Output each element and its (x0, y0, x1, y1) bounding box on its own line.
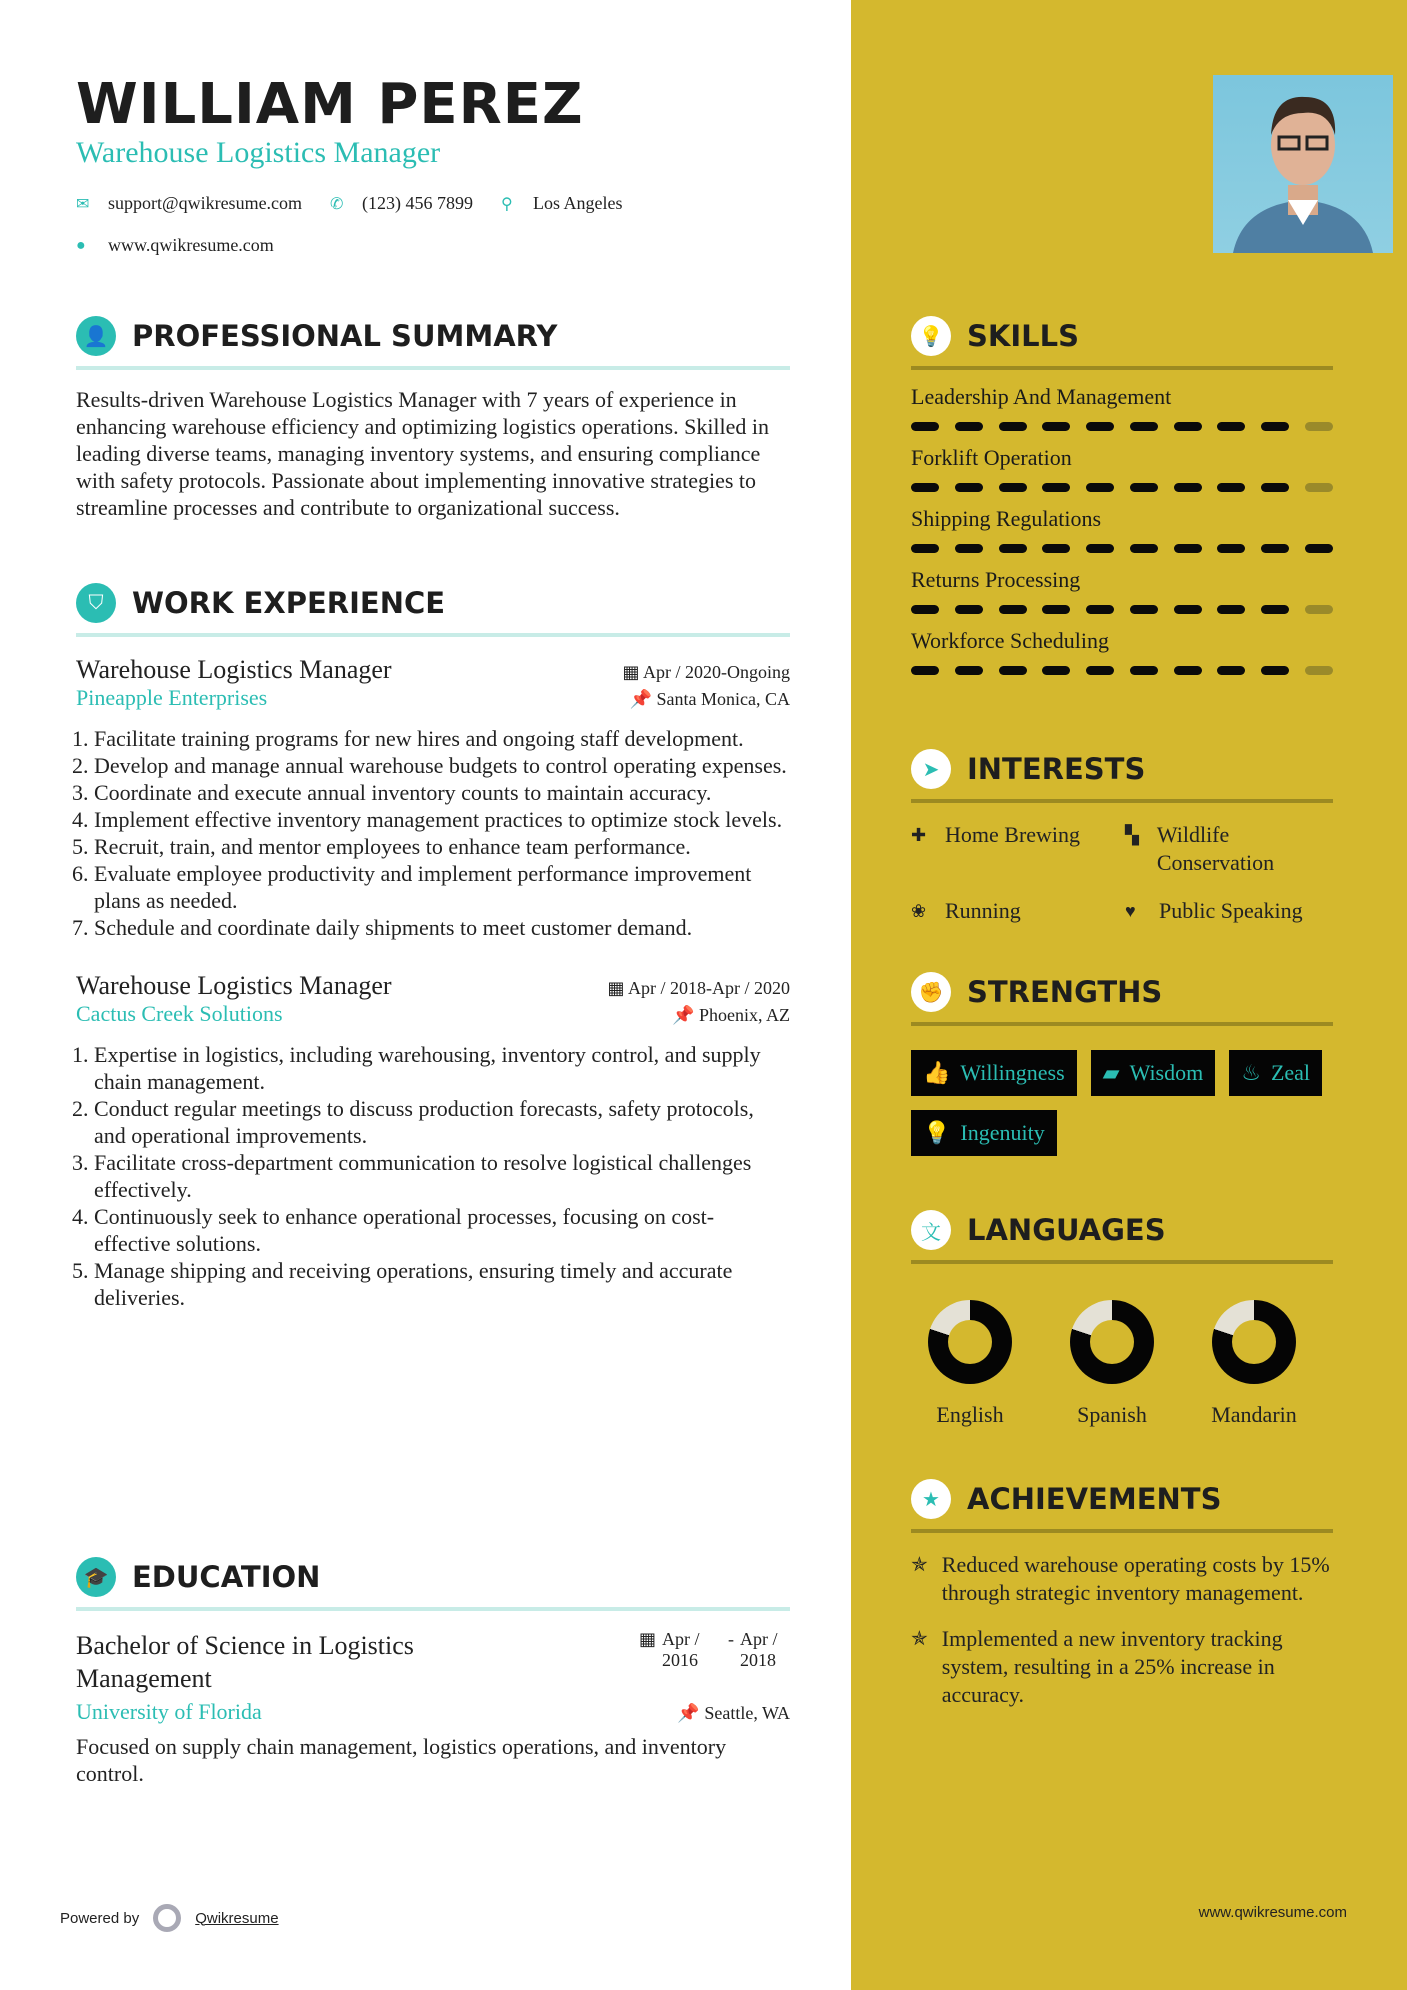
edu-location: Seattle, WA (704, 1703, 790, 1723)
job-header-row (76, 971, 790, 1001)
strength-label: Wisdom (1129, 1060, 1204, 1085)
section-title: ACHIEVEMENTS (967, 1482, 1222, 1516)
job-header-row (76, 655, 790, 685)
skill-level-dash (1305, 483, 1333, 492)
interest-label: Wildlife Conservation (1156, 822, 1275, 875)
job-company-row (76, 685, 790, 711)
company-name: Cactus Creek Solutions (76, 1001, 283, 1026)
skill-level-dash (1305, 544, 1333, 553)
skill-level-dash (1174, 605, 1202, 614)
section-title: PROFESSIONAL SUMMARY (132, 319, 558, 353)
skill-level-dash (955, 605, 983, 614)
skill-level-dash (1086, 422, 1114, 431)
section-title: WORK EXPERIENCE (132, 586, 446, 620)
achievement-item (911, 1551, 1333, 1607)
pin-icon: 📌 (629, 689, 657, 709)
job-entry (76, 971, 790, 1311)
section-title: SKILLS (967, 319, 1079, 353)
edu-end: Apr / 2018 (740, 1629, 778, 1670)
duty-item: 1. Expertise in logistics, including warehousing, inventory control, and supply chain management. (94, 1041, 790, 1095)
language-item (1209, 1300, 1299, 1428)
skill-level-dash (999, 605, 1027, 614)
skill-label: Workforce Scheduling (911, 628, 1109, 653)
calendar-icon: ▦ (622, 662, 643, 682)
job-location: Phoenix, AZ (698, 1005, 790, 1025)
interest-item (911, 821, 1125, 877)
languages-section (911, 1210, 1333, 1428)
skill-level-dash (1042, 483, 1070, 492)
location: Los Angeles (533, 193, 623, 213)
achievement-item (911, 1625, 1333, 1709)
phone-icon: ✆ (330, 195, 344, 213)
chair-icon: ⛉ (76, 583, 116, 623)
duty-item: 3. Coordinate and execute annual inventory counts to maintain accuracy. (94, 779, 790, 806)
language-label: English (936, 1402, 1004, 1427)
strength-label: Ingenuity (960, 1120, 1045, 1145)
fire-icon: ♨ (1241, 1060, 1261, 1085)
skill-level-dash (1305, 605, 1333, 614)
graduate-icon: 🎓 (76, 1557, 116, 1597)
skill-level-dash (1174, 666, 1202, 675)
skill-item (911, 567, 1333, 614)
interest-label: Running (945, 898, 1021, 923)
skill-level-dash (1174, 544, 1202, 553)
duty-item: 3. Facilitate cross-department communication to resolve logistical challenges effectively. (94, 1149, 790, 1203)
strength-label: Zeal (1270, 1060, 1311, 1085)
language-proficiency-donut (1070, 1300, 1154, 1384)
duty-item: 4. Continuously seek to enhance operational processes, focusing on cost-effective solutions. (94, 1203, 790, 1257)
skill-level-dash (1086, 544, 1114, 553)
job-location-wrap (630, 689, 790, 710)
skill-level-dash (1042, 422, 1070, 431)
language-label: Spanish (1077, 1402, 1147, 1427)
job-title: Warehouse Logistics Manager (76, 971, 392, 1000)
skill-level-dash (999, 422, 1027, 431)
language-label: Mandarin (1211, 1402, 1297, 1427)
strength-label: Willingness (960, 1060, 1065, 1085)
skill-level-dash (911, 666, 939, 675)
summary-section (76, 316, 790, 521)
skill-level-dash (1130, 422, 1158, 431)
contact-row (76, 193, 641, 214)
skill-level-dash (1217, 422, 1245, 431)
duty-item: 2. Develop and manage annual warehouse budgets to control operating expenses. (94, 752, 790, 779)
skill-level-dash (955, 666, 983, 675)
skill-item (911, 628, 1333, 675)
duty-item: 1. Facilitate training programs for new hires and ongoing staff development. (94, 725, 790, 752)
skill-level-dash (1217, 605, 1245, 614)
job-duties (76, 725, 790, 941)
trophy-star-icon: ✯ (911, 1554, 928, 1576)
interest-item (1125, 897, 1333, 925)
interest-label: Public Speaking (1159, 898, 1303, 923)
strengths-section (911, 972, 1333, 1156)
language-item (1067, 1300, 1157, 1428)
heartbeat-icon: ♥ (1125, 901, 1136, 921)
skill-level-dash (999, 483, 1027, 492)
experience-section (76, 583, 790, 1311)
skill-level-dash (1042, 666, 1070, 675)
footer-website: www.qwikresume.com (1198, 1904, 1347, 1921)
skill-level-dash (911, 422, 939, 431)
education-section: 🎓 EDUCATION Bachelor of Science in Logistics Management ▦ Apr / 2016 - Apr / 2018 University of Florida 📌 Seattle, WA Focused on supply chain management, logistics operations, and inventory control. (76, 1557, 790, 1787)
skill-level-dash (1217, 666, 1245, 675)
skill-level-dash (1305, 422, 1333, 431)
edu-start: Apr / 2016 (662, 1629, 700, 1670)
website[interactable]: www.qwikresume.com (108, 235, 274, 255)
achievements-section (911, 1479, 1333, 1709)
skills-section (911, 316, 1333, 675)
strength-badge (911, 1050, 1077, 1096)
duty-item: 6. Evaluate employee productivity and implement performance improvement plans as needed. (94, 860, 790, 914)
edu-text: Focused on supply chain management, logistics operations, and inventory control. (76, 1734, 727, 1786)
strength-badge (1229, 1050, 1322, 1096)
skill-level-dash (1130, 483, 1158, 492)
achievement-text: Reduced warehouse operating costs by 15% through strategic inventory management. (941, 1552, 1330, 1605)
skill-level-bar (911, 605, 1333, 614)
duty-item: 4. Implement effective inventory management practices to optimize stock levels. (94, 806, 790, 833)
degree: Bachelor of Science in Logistics Management (76, 1631, 414, 1693)
phone: (123) 456 7899 (362, 193, 474, 213)
interest-label: Home Brewing (945, 822, 1081, 847)
lightbulb-icon: 💡 (923, 1120, 951, 1145)
user-icon: 👤 (76, 316, 116, 356)
skill-label: Forklift Operation (911, 445, 1072, 470)
candidate-title: Warehouse Logistics Manager (76, 136, 441, 169)
brand-link[interactable]: Qwikresume (195, 1909, 279, 1927)
skill-level-dash (1042, 544, 1070, 553)
powered-label: Powered by (60, 1909, 140, 1927)
section-title: LANGUAGES (967, 1213, 1166, 1247)
job-duties (76, 1041, 790, 1311)
skill-level-dash (1042, 605, 1070, 614)
skill-level-dash (1174, 422, 1202, 431)
skill-level-dash (1086, 605, 1114, 614)
skill-level-dash (1261, 544, 1289, 553)
skill-level-dash (911, 483, 939, 492)
skill-level-dash (1130, 605, 1158, 614)
section-title: EDUCATION (132, 1560, 321, 1594)
candidate-name: WILLIAM PEREZ (76, 72, 584, 137)
interest-item (911, 897, 1125, 925)
website-row (76, 235, 292, 256)
company-name: Pineapple Enterprises (76, 685, 268, 710)
skill-level-dash (1086, 483, 1114, 492)
skill-level-dash (1174, 483, 1202, 492)
job-company-row (76, 1001, 790, 1027)
puzzle-icon: ✚ (911, 825, 927, 845)
job-dates-wrap (608, 978, 791, 999)
skill-level-dash (1261, 666, 1289, 675)
job-location-wrap (672, 1005, 790, 1026)
skill-label: Shipping Regulations (911, 506, 1102, 531)
skill-level-dash (911, 605, 939, 614)
qwikresume-logo-icon (153, 1904, 181, 1932)
job-dates: Apr / 2020-Ongoing (643, 662, 790, 682)
paper-plane-icon: ➤ (911, 749, 951, 789)
skill-level-dash (999, 544, 1027, 553)
lightbulb-icon: 💡 (911, 316, 951, 356)
calendar-icon: ▦ (607, 978, 629, 998)
skill-level-dash (1217, 544, 1245, 553)
language-proficiency-donut (1212, 1300, 1296, 1384)
skill-label: Returns Processing (911, 567, 1081, 592)
skill-level-dash (955, 483, 983, 492)
duty-item: 5. Manage shipping and receiving operations, ensuring timely and accurate deliveries. (94, 1257, 790, 1311)
email[interactable]: support@qwikresume.com (108, 193, 303, 213)
skill-level-bar (911, 422, 1333, 431)
summary-text: Results-driven Warehouse Logistics Manager with 7 years of experience in enhancing warehouse efficiency and optimizing logistics operations. Skilled in leading diverse teams, managing inventory systems, and ensuring compliance with safety protocols. Passionate about implementing innovative strategies to streamline processes and contribute to organizational success. (76, 387, 770, 520)
skill-level-dash (955, 422, 983, 431)
skill-level-dash (1261, 422, 1289, 431)
strength-badge (1091, 1050, 1216, 1096)
skill-level-dash (911, 544, 939, 553)
star-icon: ★ (911, 1479, 951, 1519)
section-title: STRENGTHS (967, 975, 1163, 1009)
skill-level-dash (1086, 666, 1114, 675)
language-item (925, 1300, 1015, 1428)
achievement-text: Implemented a new inventory tracking system, resulting in a 25% increase in accuracy. (941, 1626, 1283, 1707)
skill-item (911, 384, 1333, 431)
fist-icon: ✊ (911, 972, 951, 1012)
duty-item: 5. Recruit, train, and mentor employees to enhance team performance. (94, 833, 790, 860)
job-location: Santa Monica, CA (656, 689, 790, 709)
job-dates: Apr / 2018-Apr / 2020 (628, 978, 790, 998)
skill-level-dash (1130, 544, 1158, 553)
skill-level-dash (1261, 605, 1289, 614)
skill-label: Leadership And Management (911, 384, 1172, 409)
skill-level-bar (911, 666, 1333, 675)
duty-item: 7. Schedule and coordinate daily shipments to meet customer demand. (94, 914, 790, 941)
skill-level-dash (955, 544, 983, 553)
profile-photo (1213, 75, 1393, 253)
skill-level-bar (911, 483, 1333, 492)
calendar-icon: ▦ (638, 1629, 656, 1649)
pin-icon: 📌 (677, 1703, 705, 1723)
globe-icon: ● (76, 236, 86, 254)
skill-level-bar (911, 544, 1333, 553)
envelope-icon: ✉ (76, 195, 90, 213)
skill-level-dash (999, 666, 1027, 675)
map-pin-icon: ⚲ (501, 195, 513, 213)
trophy-star-icon: ✯ (911, 1628, 928, 1650)
skill-level-dash (1261, 483, 1289, 492)
pin-icon: 📌 (672, 1005, 699, 1025)
book-icon: ▰ (1102, 1060, 1120, 1085)
map-icon: ▚ (1125, 825, 1139, 845)
thumbs-up-icon: 👍 (923, 1060, 951, 1085)
skill-item (911, 445, 1333, 492)
powered-by (60, 1904, 279, 1932)
skill-level-dash (1130, 666, 1158, 675)
interests-section (911, 749, 1333, 925)
sidebar (851, 0, 1407, 1990)
section-title: INTERESTS (967, 752, 1146, 786)
school: University of Florida (76, 1699, 262, 1724)
job-dates-wrap (622, 662, 790, 683)
job-title: Warehouse Logistics Manager (76, 655, 392, 684)
paw-icon: ❀ (911, 901, 927, 921)
duty-item: 2. Conduct regular meetings to discuss production forecasts, safety protocols, and operational improvements. (94, 1095, 790, 1149)
language-proficiency-donut (928, 1300, 1012, 1384)
skill-level-dash (1305, 666, 1333, 675)
skill-level-dash (1217, 483, 1245, 492)
language-icon: 文 (911, 1210, 951, 1250)
skill-item (911, 506, 1333, 553)
interest-item (1125, 821, 1333, 877)
job-entry (76, 655, 790, 941)
strength-badge (911, 1110, 1057, 1156)
